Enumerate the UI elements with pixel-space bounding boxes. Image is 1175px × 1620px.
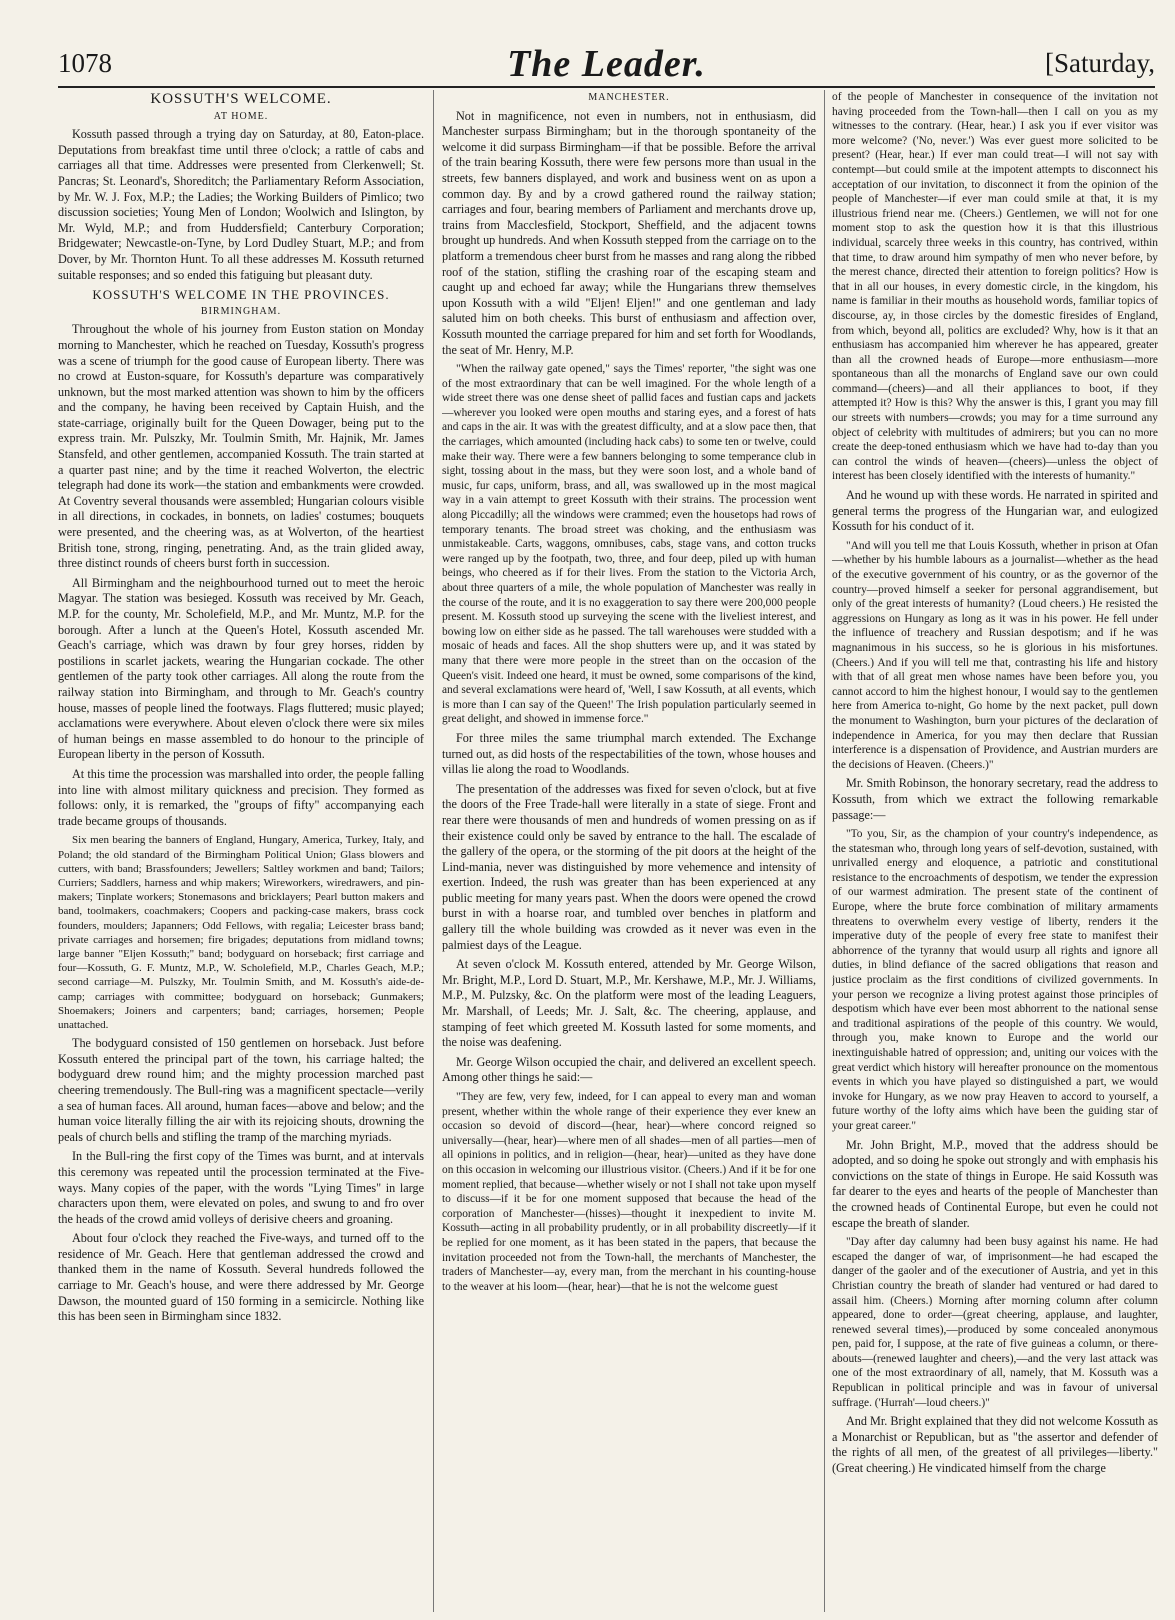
page-number: 1078: [58, 48, 112, 78]
column-divider: [824, 90, 825, 1612]
paragraph: And Mr. Bright explained that they did not welcome Kossuth as a Monarchist or Republican, but as "the assertor and defender of the rights of all men, of the greatest of all privileges—liberty." (Great cheering.) He vindicated himself from the charge: [832, 1414, 1158, 1476]
paragraph: At this time the procession was marshalled into order, the people falling into line with almost military quickness and precision. They formed as follows: only, it is remarked, the "groups of fifty" accompanying each trade became groups of thousands.: [58, 766, 424, 828]
paragraph: All Birmingham and the neighbourhood turned out to meet the heroic Magyar. The station was besieged. Kossuth was received by Mr. Geach, M.P. for the county, Mr. Scholefield, M.P., and Mr. Muntz, M.P. for the borough. After a lunch at the Queen's Hotel, Kossuth ascended Mr. Geach's carriage, which was drawn by four grey horses, ridden by postilions in scarlet jackets, wearing the Hungarian cockade. The other gentlemen of the party took other carriages. All along the route from the railway station into Birmingham, and through to Mr. Geach's country house, masses of people lined the footways. Flags fluttered; music played; acclamations were everywhere. About eleven o'clock there were six miles of human beings en masse assembled to do honour to the principle of European liberty in the person of Kossuth.: [58, 575, 424, 762]
paragraph: At seven o'clock M. Kossuth entered, attended by Mr. George Wilson, Mr. Bright, M.P., Lord D. Stuart, M.P., Mr. Kershawe, M.P., Mr. J. Williams, M.P., M. Pulzsky, &c. On the platform were most of the leading Leaguers, Mr. Marshall, of Leeds; Mr. J. Salt, &c. The cheering, applause, and stamping of feet which greeted M. Kossuth lasted for some moments, and the noise was deafening.: [442, 957, 816, 1050]
header-rule: [58, 86, 1155, 88]
quotation: of the people of Manchester in consequence of the invitation not having proceeded from the Town-hall—then I call on you as my witnesses to the contrary. (Hear, hear.) I ask you if ever visitor was more welcome? ('No, never.') Was ever guest more solicited to be present? (Hear, hear.) If ever man could treat—I will not say with contempt—but could smile at the impotent attempts to disconnect his acceptation of our invitation, to disconnect it from the opinion of the people of Manchester—if ever man could smile at that, it is my illustrious friend near me. (Cheers.) Gentlemen, we will not for one moment stop to ask the question how it is that this illustrious individual, scarcely three weeks in this country, has contrived, within that time, to draw around him sympathy of men who never before, by the merest chance, directed their attention to foreign politics? How is that in all our houses, in every domestic circle, in the kingdom, his name is familiar in their mouths as household words, familiar topics of discourse, ay, in those circles by the domestic firesides of England, from which, beyond all, politics are excluded? Why, how is it that an enthusiasm has accompanied him wherever he has appeared, greater than all the crowned heads of Europe—more enthusiasm—more spontaneous than all the monarchs of England save our own could command—(cheers)—and all their appliances to boot, if they attempted it? How is this? Why the answer is this, I grant you may fill our streets with numbers—crowds; you may for a time surround any object of celebrity with multitudes of admirers; but you can no more create the deep-toned enthusiasm which we have had to-day than you can control the winds of heaven—(cheers)—unless the object of interest has been closely identified with the interests of humanity.": [832, 91, 1158, 483]
section-subheading: MANCHESTER.: [588, 92, 670, 103]
paragraph: Not in magnificence, not even in numbers, not in enthusiasm, did Manchester surpass Birmingham; but in the thorough spontaneity of the welcome it did surpass Birmingham—if that be possible. Before the arrival of the train bearing Kossuth, there were few persons more than usual in the streets, few banners displayed, and work and business went on as upon a common day. By and by a crowd gathered round the railway station; carriages and four, bearing members of Parliament and merchants drove up, trains from Macclesfield, Stockport, Sheffield, and the adjacent towns brought up hundreds. And when Kossuth stepped from the carriage on to the platform a tremendous cheer burst from he masses and rang along the ribbed roof of the station, stifling the crashing roar of the escaping steam and caught up and echoed far away; while the Hungarians threw themselves upon Kossuth with a wild "Eljen! Eljen!" and one gentleman and lady saluted him on both cheeks. This burst of enthusiasm and affection over, Kossuth mounted the carriage prepared for him and set forth for Woodlands, the seat of Mr. Henry, M.P.: [442, 108, 816, 357]
issue-day: [Saturday,: [1045, 48, 1155, 78]
quotation: "And will you tell me that Louis Kossuth, whether in prison at Ofan—whether by his humble labours as a journalist—whether as the head of the executive government of his country, or as the governor of the country—proved himself a seeker for personal aggrandisement, but only of the great interests of humanity? (Loud cheers.) He resisted the aggressions on Hungary as long as it was in his power. He fell under the influence of treachery and Russian despotism; and if he was magnanimous in his success, so he is glorious in his misfortunes. (Cheers.) And if you will tell me that, contrasting his life and history with that of all great men whose names have been before you, you cannot accord to him the highest honour, I would say to the gentlemen here from America to-night, Go home by the next packet, pull down the monument to Washington, burn your pictures of the declaration of independence in America, for you may then declare that Russian interference is a dispensation of Providence, and Austrian murders are the decisions of Heaven. (Cheers.)": [832, 539, 1158, 771]
column-divider: [433, 90, 434, 1612]
paragraph: Throughout the whole of his journey from Euston station on Monday morning to Manchester, which he reached on Tuesday, Kossuth's progress was a scene of triumph for the good cause of European liberty. There was no crowd at Euston-square, for Kossuth's departure was comparatively unknown, but the most marked attention was shown to him by the officers and the company, he having been received by Captain Huish, and the state-carriage, originally built for the Queen Dowager, being put to the express train. Mr. Pulszky, Mr. Toulmin Smith, Mr. Hajnik, Mr. James Stansfeld, and other gentlemen, accompanied Kossuth. The train started at a quarter past nine; and by the time it reached Wolverton, the electric telegraph had done its work—the station and embankments were crowded. At Coventry several thousands were assembled; Hungarian colours visible in all directions, in cockades, in bonnets, on ladies' costumes; bouquets were presented, and the cheering was, as at Wolverton, of the heartiest British tone, strong, ringing, penetrating. And, as the train glided away, three distinct rounds of cheers burst forth in succession.: [58, 322, 424, 571]
section-subheading: AT HOME.: [213, 110, 269, 122]
paragraph: And he wound up with these words. He narrated in spirited and general terms the progress of the Hungarian war, and eulogized Kossuth for his conduct of it.: [832, 488, 1158, 534]
article-heading: KOSSUTH'S WELCOME IN THE PROVINCES.: [92, 287, 390, 303]
paragraph: Mr. John Bright, M.P., moved that the address should be adopted, and so doing he spoke out strongly and with emphasis his convictions on the state of things in Europe. He said Kossuth was far dearer to the eyes and hearts of the people of Manchester than the crowned heads of Continental Europe, but even he could not escape the breath of slander.: [832, 1137, 1158, 1230]
section-subheading: BIRMINGHAM.: [200, 305, 282, 317]
paragraph: In the Bull-ring the first copy of the Times was burnt, and at intervals this ceremony was repeated until the procession terminated at the Five-ways. Many copies of the paper, with the words "Lying Times" in large characters upon them, were elevated on poles, and swung to and fro over the heads of the crowd amid volleys of derisive cheers and groaning.: [58, 1149, 424, 1226]
quotation: "To you, Sir, as the champion of your country's independence, as the statesman who, through long years of self-devotion, sustained, with unrivalled energy and eloquence, a patriotic and constitutional resistance to the encroachments of despotism, we tender the expression of our warmest admiration. The present state of the continent of Europe, where the brute force combination of military armaments threatens to overwhelm every vestige of liberty, renders it the imperative duty of the people of every free state to manifest their abhorrence of the tyranny that would usurp all rights and ignore all duties, in blind defiance of the sacred obligations that reason and justice proclaim as the first conditions of civilized governments. In your person we recognize a living protest against those principles of despotism which have ever been most abhorrent to the national sense and traditional aspirations of the people of this country. We would, through you, make known to Europe and the world our inextinguishable hatred of oppression; and, uniting our voices with the great verdict which history will hereafter pronounce on the momentous events in which you have played so distinguished a part, we would invoke for Hungary, as we now pray Heaven to accord to yourself, a future worthy of the lofty aims which have been the guiding star of your great career.": [832, 828, 1158, 1132]
paragraph: The bodyguard consisted of 150 gentlemen on horseback. Just before Kossuth entered the principal part of the town, his carriage halted; the bodyguard drew round him; and the mighty procession marched past cheering tremendously. The Bull-ring was a magnificent spectacle—verily a sea of human faces. All around, human faces—above and below; and the human voice literally filling the air with its rejoicing shouts, drowning the peals of church bells and stifling the tramp of the marching myriads.: [58, 1036, 424, 1144]
column-3: [832, 90, 1158, 1612]
procession-list: Six men bearing the banners of England, Hungary, America, Turkey, Italy, and Poland; the old standard of the Birmingham Political Union; Glass blowers and cutters, with band; Brassfounders; Jewellers; Saltley workmen and band; Tailors; Curriers; Saddlers, harness and whip makers; Wireworkers, wiredrawers, and pin-makers; Tinplate workers; Stonemasons and bricklayers; Pearl button makers and band, toolmakers, coachmakers; Coopers and packing-case makers, brass cock founders, moulders; Japanners; Odd Fellows, with regalia; Leicester brass band; private carriages and horsemen; fire brigades; deputations from midland towns; large banner "Eljen Kossuth;" band; bodyguard on horseback; first carriage and four—Kossuth, G. F. Muntz, M.P., W. Scholefield, M.P., Charles Geach, M.P.; second carriage—M. Pulszky, Mr. Toulmin Smith, and M. Kossuth's aide-de-camp; carriages with committee; bodyguard on horseback; Gunmakers; Shoemakers; Joiners and carpenters; band; carriages, horsemen; People unattached.: [58, 834, 424, 1031]
paragraph: For three miles the same triumphal march extended. The Exchange turned out, as did hosts of the respectabilities of the town, whose houses and villas lie along the road to Woodlands.: [442, 730, 816, 777]
newspaper-title: The Leader.: [507, 43, 706, 85]
paragraph: The presentation of the addresses was fixed for seven o'clock, but at five the doors of the Free Trade-hall were literally in a state of siege. Front and rear there were thousands of men and hundreds of women pressing on as if their existence could only be saved by entrance to the hall. The escalade of the gallery of the opera, or the storming of the pit doors at the height of the Lind-mania, never was distinguished by more vehemence and intensity of exertion. Indeed, the rush was greater than has been experienced at any public meeting for many years past. When the doors were opened the crowd burst in with a hoarse roar, and tumbled over benches in platform and gallery till the whole building was crowded as it never was even in the palmiest days of the League.: [442, 781, 816, 952]
column-2: [442, 90, 816, 1612]
paragraph: Kossuth passed through a trying day on Saturday, at 80, Eaton-place. Deputations from breakfast time until three o'clock; a rattle of cabs and carriages all that time. Addresses were presented from Clerkenwell; St. Pancras; St. Leonard's, Shoreditch; the Parliamentary Reform Association, by Mr. W. J. Fox, M.P.; the Ladies; the Working Builders of Pimlico; two discussion societies; Young Men of London; Woolwich and Islington, by Mr. Wyld, M.P.; and from Huddersfield; Canterbury Corporation; Bridgewater; Newcastle-on-Tyne, by Lord Dudley Stuart, M.P.; and from Dover, by Mr. Thornton Hunt. To all these addresses M. Kossuth returned suitable responses; and so ended this fatiguing but pleasant duty.: [58, 127, 424, 282]
column-1: [58, 90, 424, 1612]
paragraph: Mr. George Wilson occupied the chair, and delivered an excellent speech. Among other things he said:—: [442, 1054, 816, 1085]
quotation: "When the railway gate opened," says the Times' reporter, "the sight was one of the most extraordinary that can be well imagined. For the whole length of a wide street there was one dense sheet of pallid faces and fustian caps and jackets—wherever you looked were open mouths and staring eyes, and a forest of hats and caps in the air. It was with the greatest difficulty, and at a slow pace then, that the carriages, which amounted (including hack cabs) to some ten or twelve, could make their way. There were a few banners belonging to some temperance club in sight, tossing about in the mass, but they were soon lost, and a whole band of music, fur caps, uniform, brass, and all, was swallowed up in the most magical way in a vain attempt to greet Kossuth with their strains. The procession went along Piccadilly; all the windows were crammed; even the housetops had rows of temporary tenants. The broad street was choking, and the enthusiasm was unmistakeable. Carts, waggons, omnibuses, cabs, stage vans, and cotton trucks were ranged up by the footpath, two, three, and four deep, piled up with human beings, who cheered as if for their lives. From the station to the Victoria Arch, about three quarters of a mile, the whole population of Manchester was really in the course of the route, and it is no exaggeration to say there were 200,000 people present. M. Kossuth stood up surveying the scene with the liveliest interest, and bowing low on either side as he passed. The tall warehouses were studded with a mosaic of heads and faces. All the shop shutters were up, and it was stated by many that there were more people in the street than on the occasion of the Queen's visit. Indeed one heard, it must be owned, some comparisons of the kind, and several exclamations were heard of, 'Well, I saw Kossuth, at all events, which is more than I can say of the Queen!' The Irish population particularly seemed in great delight, and showed in immense force.": [442, 363, 816, 726]
paragraph: Mr. Smith Robinson, the honorary secretary, read the address to Kossuth, from which we extract the following remarkable passage:—: [832, 776, 1158, 822]
paragraph: About four o'clock they reached the Five-ways, and turned off to the residence of Mr. Geach. Here that gentleman addressed the crowd and thanked them in the name of Kossuth. Several hundreds followed the carriage to Mr. Geach's house, and were there addressed by Mr. George Dawson, the mounted guard of 150 forming in a semicircle. Nothing like this has been seen in Birmingham since 1832.: [58, 1231, 424, 1324]
article-heading: KOSSUTH'S WELCOME.: [150, 91, 332, 107]
quotation: "They are few, very few, indeed, for I can appeal to every man and woman present, whether within the whole range of their experience they ever knew an occasion so devoid of discord—(hear, hear)—where concord reigned so universally—(hear, hear)—where men of all shades—men of all parties—men of all opinions in politics, and in religion—(hear, hear)—united as they have done on this occasion in welcoming our illustrious visitor. (Cheers.) And if it be for one moment replied, that because—whether wisely or not I shall not take upon myself to discuss—if it be for one moment supposed that because the head of the corporation of Manchester—(hisses)—thought it inexpedient to invite M. Kossuth—acting in all probability prudently, or in all probability discreetly—if it be replied for one moment, as it has been stated in the papers, that because the invitation proceeded not from the Town-hall, the merchants of Manchester, the traders of Manchester—ay, every man, from the merchant in his counting-house to the weaver at his loom—(hear, hear)—that he is not the welcome guest: [442, 1091, 816, 1293]
masthead: [58, 34, 1155, 86]
quotation: "Day after day calumny had been busy against his name. He had escaped the danger of war, of imprisonment—he had escaped the danger of the gaoler and of the executioner of Austria, and yet in this Christian country the breath of slander had ventured or had dared to assail him. (Cheers.) Morning after morning column after column appeared, done to order—(great cheering, applause, and laughter, renewed several times),—produced by some concealed anonymous pen, paid for, I suppose, at the rate of five guineas a column, or there-abouts—(renewed laughter and cheers),—and the very last attack was one of the most extraordinary of all, namely, that M. Kossuth was a Republican in political principle and was in favour of universal suffrage. ('Hurrah'—loud cheers.)": [832, 1236, 1158, 1409]
